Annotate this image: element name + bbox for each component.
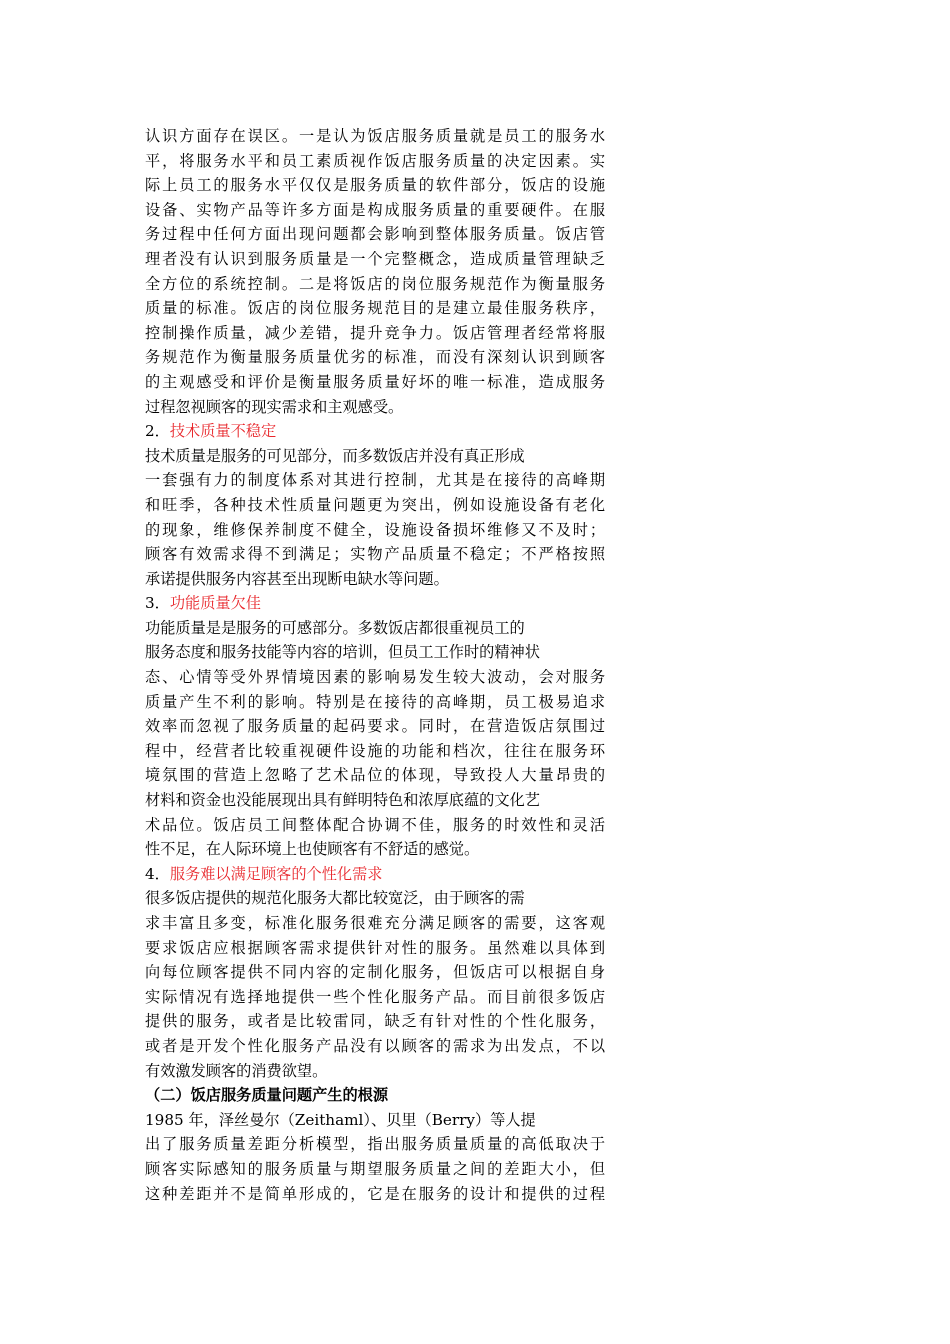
text-line: 一套强有力的制度体系对其进行控制，尤其是在接待的高峰期 (145, 471, 605, 490)
text-line: 的主观感受和评价是衡量服务质量好坏的唯一标准，造成服务 (145, 372, 605, 391)
text-line: 质量产生不利的影响。特别是在接待的高峰期，员工极易追求 (145, 692, 605, 711)
text-line: 术品位。饭店员工间整体配合协调不佳，服务的时效性和灵活 (145, 815, 605, 834)
text-line: 1985 年，泽丝曼尔（Zeithaml）、贝里（Berry）等人提 (145, 1110, 536, 1129)
text-line: 际上员工的服务水平仅仅是服务质量的软件部分，饭店的设施 (145, 176, 605, 195)
text-line: 出了服务质量差距分析模型，指出服务质量质量的高低取决于 (145, 1135, 605, 1154)
text-line: 材料和资金也没能展现出具有鲜明特色和浓厚底蕴的文化艺 (145, 791, 540, 810)
text-line: 的现象，维修保养制度不健全，设施设备损坏维修又不及时； (145, 520, 605, 539)
text-line: 服务态度和服务技能等内容的培训，但员工工作时的精神状 (145, 643, 540, 662)
heading-number: 2． (145, 422, 170, 441)
text-line: 顾客实际感知的服务质量与期望服务质量之间的差距大小，但 (145, 1159, 605, 1178)
text-line: 技术质量是服务的可见部分，而多数饭店并没有真正形成 (145, 446, 525, 465)
paragraph-misconceptions (145, 124, 605, 419)
text-line: 控制操作质量，减少差错，提升竞争力。饭店管理者经常将服 (145, 323, 605, 342)
text-line: 平，将服务水平和员工素质视作饭店服务质量的决定因素。实 (145, 151, 605, 170)
paragraph-gap-model (145, 1108, 605, 1206)
text-line: 实际情况有选择地提供一些个性化服务产品。而目前很多饭店 (145, 987, 605, 1006)
text-line: 求丰富且多变，标准化服务很难充分满足顾客的需要，这客观 (145, 914, 605, 932)
text-line: 设备、实物产品等许多方面是构成服务质量的重要硬件。在服 (145, 200, 605, 219)
text-line: 质量的标准。饭店的岗位服务规范目的是建立最佳服务秩序， (145, 299, 605, 318)
heading-number: 4． (145, 864, 170, 883)
paragraph-functional-quality (145, 616, 605, 862)
text-line: 务规范作为衡量服务质量优劣的标准，而没有深刻认识到顾客 (145, 348, 605, 367)
heading-title: 功能质量欠佳 (169, 594, 261, 613)
text-line: 过程忽视顾客的现实需求和主观感受。 (145, 397, 404, 416)
text-line: 向每位顾客提供不同内容的定制化服务，但饭店可以根据自身 (145, 963, 605, 982)
text-line: 有效激发顾客的消费欲望。 (145, 1061, 328, 1080)
text-line: 顾客有效需求得不到满足；实物产品质量不稳定；不严格按照 (145, 545, 605, 564)
text-line: 全方位的系统控制。二是将饭店的岗位服务规范作为衡量服务 (145, 274, 605, 293)
text-line: 性不足，在人际环境上也使顾客有不舒适的感觉。 (145, 840, 480, 859)
text-line: 认识方面存在误区。一是认为饭店服务质量就是员工的服务水 (145, 127, 605, 145)
heading-title: 技术质量不稳定 (169, 422, 277, 441)
text-line: 务过程中任何方面出现问题都会影响到整体服务质量。饭店管 (145, 225, 605, 244)
section-heading-functional-quality (145, 591, 605, 616)
text-line: 这种差距并不是简单形成的，它是在服务的设计和提供的过程 (145, 1184, 605, 1203)
text-line: 和旺季，各种技术性质量问题更为突出，例如设施设备有老化 (145, 495, 605, 514)
heading-number: 3． (145, 594, 170, 613)
text-line: 承诺提供服务内容甚至出现断电缺水等问题。 (145, 569, 449, 588)
text-line: 要求饭店应根据顾客需求提供针对性的服务。虽然难以具体到 (145, 938, 605, 957)
text-line: 境氛围的营造上忽略了艺术品位的体现，导致投人大量昂贵的 (145, 766, 605, 785)
section-heading-technical-quality (145, 419, 605, 444)
text-line: 很多饭店提供的规范化服务大都比较宽泛，由于顾客的需 (145, 889, 525, 908)
text-line: 态、心情等受外界情境因素的影响易发生较大波动，会对服务 (145, 668, 605, 687)
paragraph-technical-quality (145, 444, 605, 592)
section-heading-personalized-needs (145, 862, 605, 887)
text-line: 理者没有认识到服务质量是一个完整概念，造成质量管理缺乏 (145, 249, 605, 268)
text-line: 或者是开发个性化服务产品没有以顾客的需求为出发点，不以 (145, 1036, 605, 1055)
text-line: 功能质量是是服务的可感部分。多数饭店都很重视员工的 (145, 618, 525, 637)
text-line: 效率而忽视了服务质量的起码要求。同时，在营造饭店氛围过 (145, 717, 605, 736)
paragraph-personalized-needs (145, 886, 605, 1083)
text-line: 程中，经营者比较重视硬件设施的功能和档次，往往在服务环 (145, 741, 605, 760)
subsection-heading-root-causes: （二）饭店服务质量问题产生的根源 (145, 1086, 388, 1105)
heading-title: 服务难以满足顾客的个性化需求 (169, 864, 383, 883)
text-line: 提供的服务，或者是比较雷同，缺乏有针对性的个性化服务， (145, 1012, 605, 1031)
document-page (145, 124, 605, 1206)
